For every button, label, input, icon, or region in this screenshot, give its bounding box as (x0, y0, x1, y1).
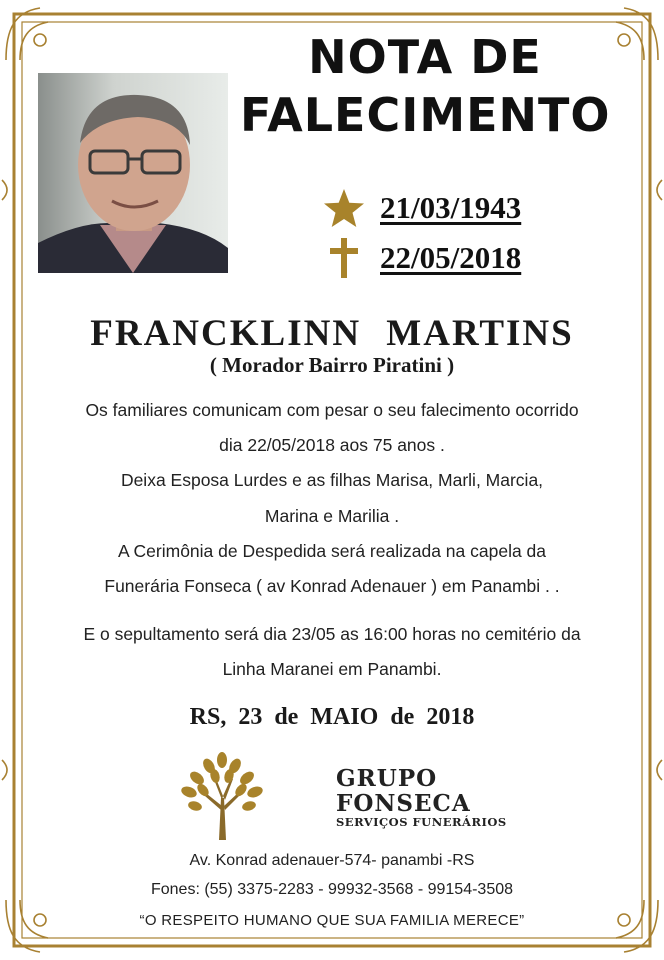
birth-date: 21/03/1943 (380, 190, 522, 225)
death-date-row (322, 236, 521, 280)
deceased-name: FRANCKLINN MARTINS (90, 313, 574, 354)
cross-icon (322, 236, 366, 280)
company-motto: “O RESPEITO HUMANO QUE SUA FAMILIA MERECE” (139, 912, 525, 929)
birth-date-row (322, 186, 521, 230)
death-date: 22/05/2018 (380, 240, 522, 275)
company-address: Av. Konrad adenauer-574- panambi -RS (189, 852, 475, 869)
announcement-line: A Cerimônia de Despedida será realizada na capela da (117, 541, 547, 561)
announcement-line: Marina e Marilia . (264, 506, 400, 526)
tree-logo-icon (175, 748, 270, 840)
deceased-photo (38, 73, 228, 273)
company-name-line2: FONSECA (336, 790, 471, 817)
star-icon (322, 186, 366, 230)
announcement-line: E o sepultamento será dia 23/05 as 16:00 horas no cemitério da (83, 624, 581, 644)
announcement-line: Funerária Fonseca ( av Konrad Adenauer ) em Panambi . . (104, 576, 560, 596)
company-tagline: SERVIÇOS FUNERÁRIOS (336, 815, 507, 829)
deceased-residence: ( Morador Bairro Piratini ) (209, 353, 455, 377)
place-and-date: RS, 23 de MAIO de 2018 (189, 704, 475, 730)
announcement-line: Linha Maranei em Panambi. (222, 659, 442, 679)
announcement-line: Deixa Esposa Lurdes e as filhas Marisa, Marli, Marcia, (120, 470, 544, 490)
announcement-line: dia 22/05/2018 aos 75 anos . (219, 435, 445, 455)
company-name-line1: GRUPO (336, 765, 438, 792)
notice-title-line1: NOTA DE (308, 30, 542, 84)
announcement-line: Os familiares comunicam com pesar o seu falecimento ocorrido (85, 400, 579, 420)
company-phones: Fones: (55) 3375-2283 - 99932-3568 - 99154-3508 (150, 881, 514, 898)
notice-title-line2: FALECIMENTO (240, 88, 611, 142)
